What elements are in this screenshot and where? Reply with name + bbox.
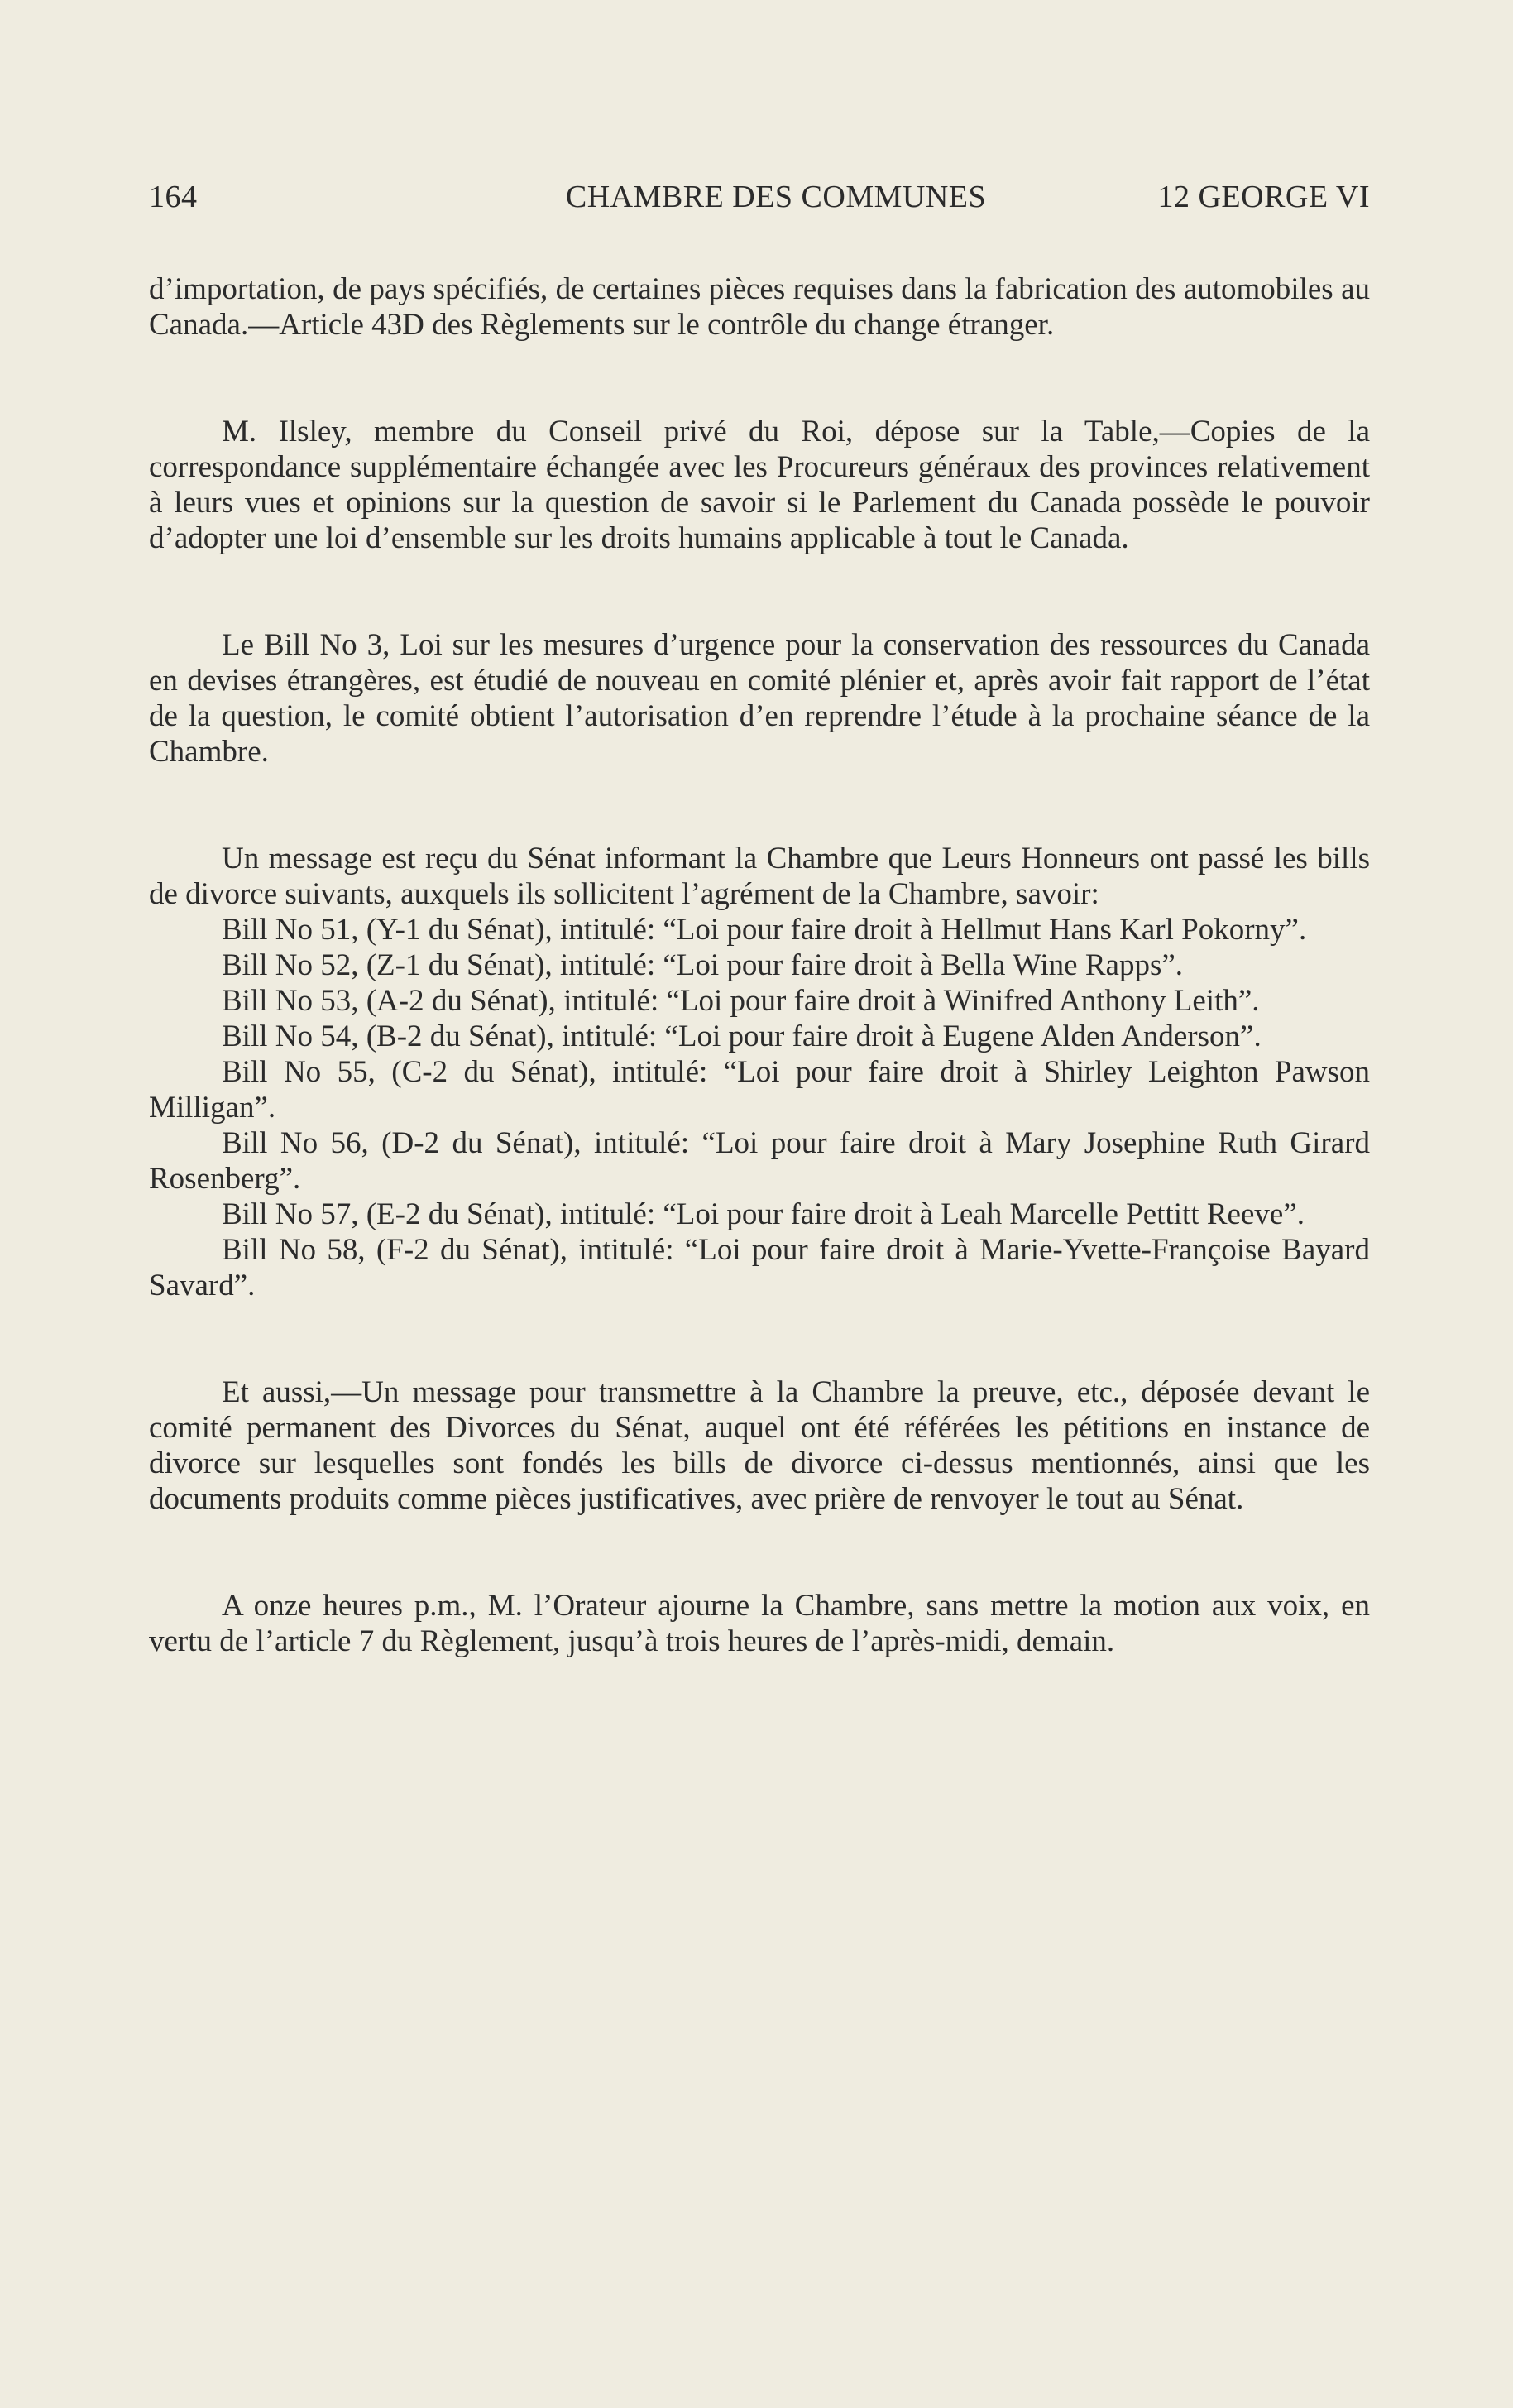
- bill-item: Bill No 53, (A-2 du Sénat), intitulé: “Loi pour faire droit à Winifred Anthony Leith”.: [222, 984, 1260, 1018]
- bill-item: Bill No 58, (F-2 du Sénat), intitulé: “Loi pour faire droit à Marie-Yvette-Françoise Bayard Savard”.: [149, 1233, 1370, 1302]
- page-title: CHAMBRE DES COMMUNES: [565, 180, 987, 214]
- paragraph-continued: d’importation, de pays spécifiés, de certaines pièces requises dans la fabrication des automobiles au Canada.—Article 43D des Règlements sur le contrôle du change étranger.: [149, 272, 1370, 342]
- bill-item: Bill No 57, (E-2 du Sénat), intitulé: “Loi pour faire droit à Leah Marcelle Pettitt Reeve”.: [222, 1197, 1305, 1231]
- paragraph-ilsley: M. Ilsley, membre du Conseil privé du Roi, dépose sur la Table,—Copies de la correspondance supplémentaire échangée avec les Procureurs généraux des provinces relativement à leurs vues et opinions sur la question de savoir si le Parlement du Canada possède le pouvoir d’adopter une loi d’ensemble sur les droits humains applicable à tout le Canada.: [149, 415, 1370, 555]
- paragraph-senate-message: Un message est reçu du Sénat informant la Chambre que Leurs Honneurs ont passé les bills de divorce suivants, auxquels ils sollicitent l’agrément de la Chambre, savoir:: [149, 842, 1370, 911]
- bill-item: Bill No 51, (Y-1 du Sénat), intitulé: “Loi pour faire droit à Hellmut Hans Karl Pokorny”.: [222, 913, 1307, 947]
- bill-item: Bill No 56, (D-2 du Sénat), intitulé: “Loi pour faire droit à Mary Josephine Ruth Girard Rosenberg”.: [149, 1126, 1370, 1196]
- paragraph-bill-3: Le Bill No 3, Loi sur les mesures d’urgence pour la conservation des ressources du Canada en devises étrangères, est étudié de nouveau en comité plénier et, après avoir fait rapport de l’état de la question, le comité obtient l’autorisation d’en reprendre l’étude à la prochaine séance de la Chambre.: [149, 628, 1370, 769]
- bill-item: Bill No 54, (B-2 du Sénat), intitulé: “Loi pour faire droit à Eugene Alden Anderson”.: [222, 1019, 1262, 1053]
- paragraph-adjournment: A onze heures p.m., M. l’Orateur ajourne la Chambre, sans mettre la motion aux voix, en vertu de l’article 7 du Règlement, jusqu’à trois heures de l’après-midi, demain.: [149, 1589, 1370, 1658]
- page-header: [149, 179, 1370, 220]
- reign-year: 12 GEORGE VI: [1157, 180, 1370, 214]
- bill-item: Bill No 55, (C-2 du Sénat), intitulé: “Loi pour faire droit à Shirley Leighton Pawson Milligan”.: [149, 1055, 1370, 1125]
- paragraph-et-aussi: Et aussi,—Un message pour transmettre à la Chambre la preuve, etc., déposée devant le comité permanent des Divorces du Sénat, auquel ont été référées les pétitions en instance de divorce sur lesquelles sont fondés les bills de divorce ci-dessus mentionnés, ainsi que les documents produits comme pièces justificatives, avec prière de renvoyer le tout au Sénat.: [149, 1375, 1370, 1516]
- page-number: 164: [149, 180, 198, 214]
- bill-item: Bill No 52, (Z-1 du Sénat), intitulé: “Loi pour faire droit à Bella Wine Rapps”.: [222, 948, 1184, 982]
- page-body: [149, 271, 1370, 1659]
